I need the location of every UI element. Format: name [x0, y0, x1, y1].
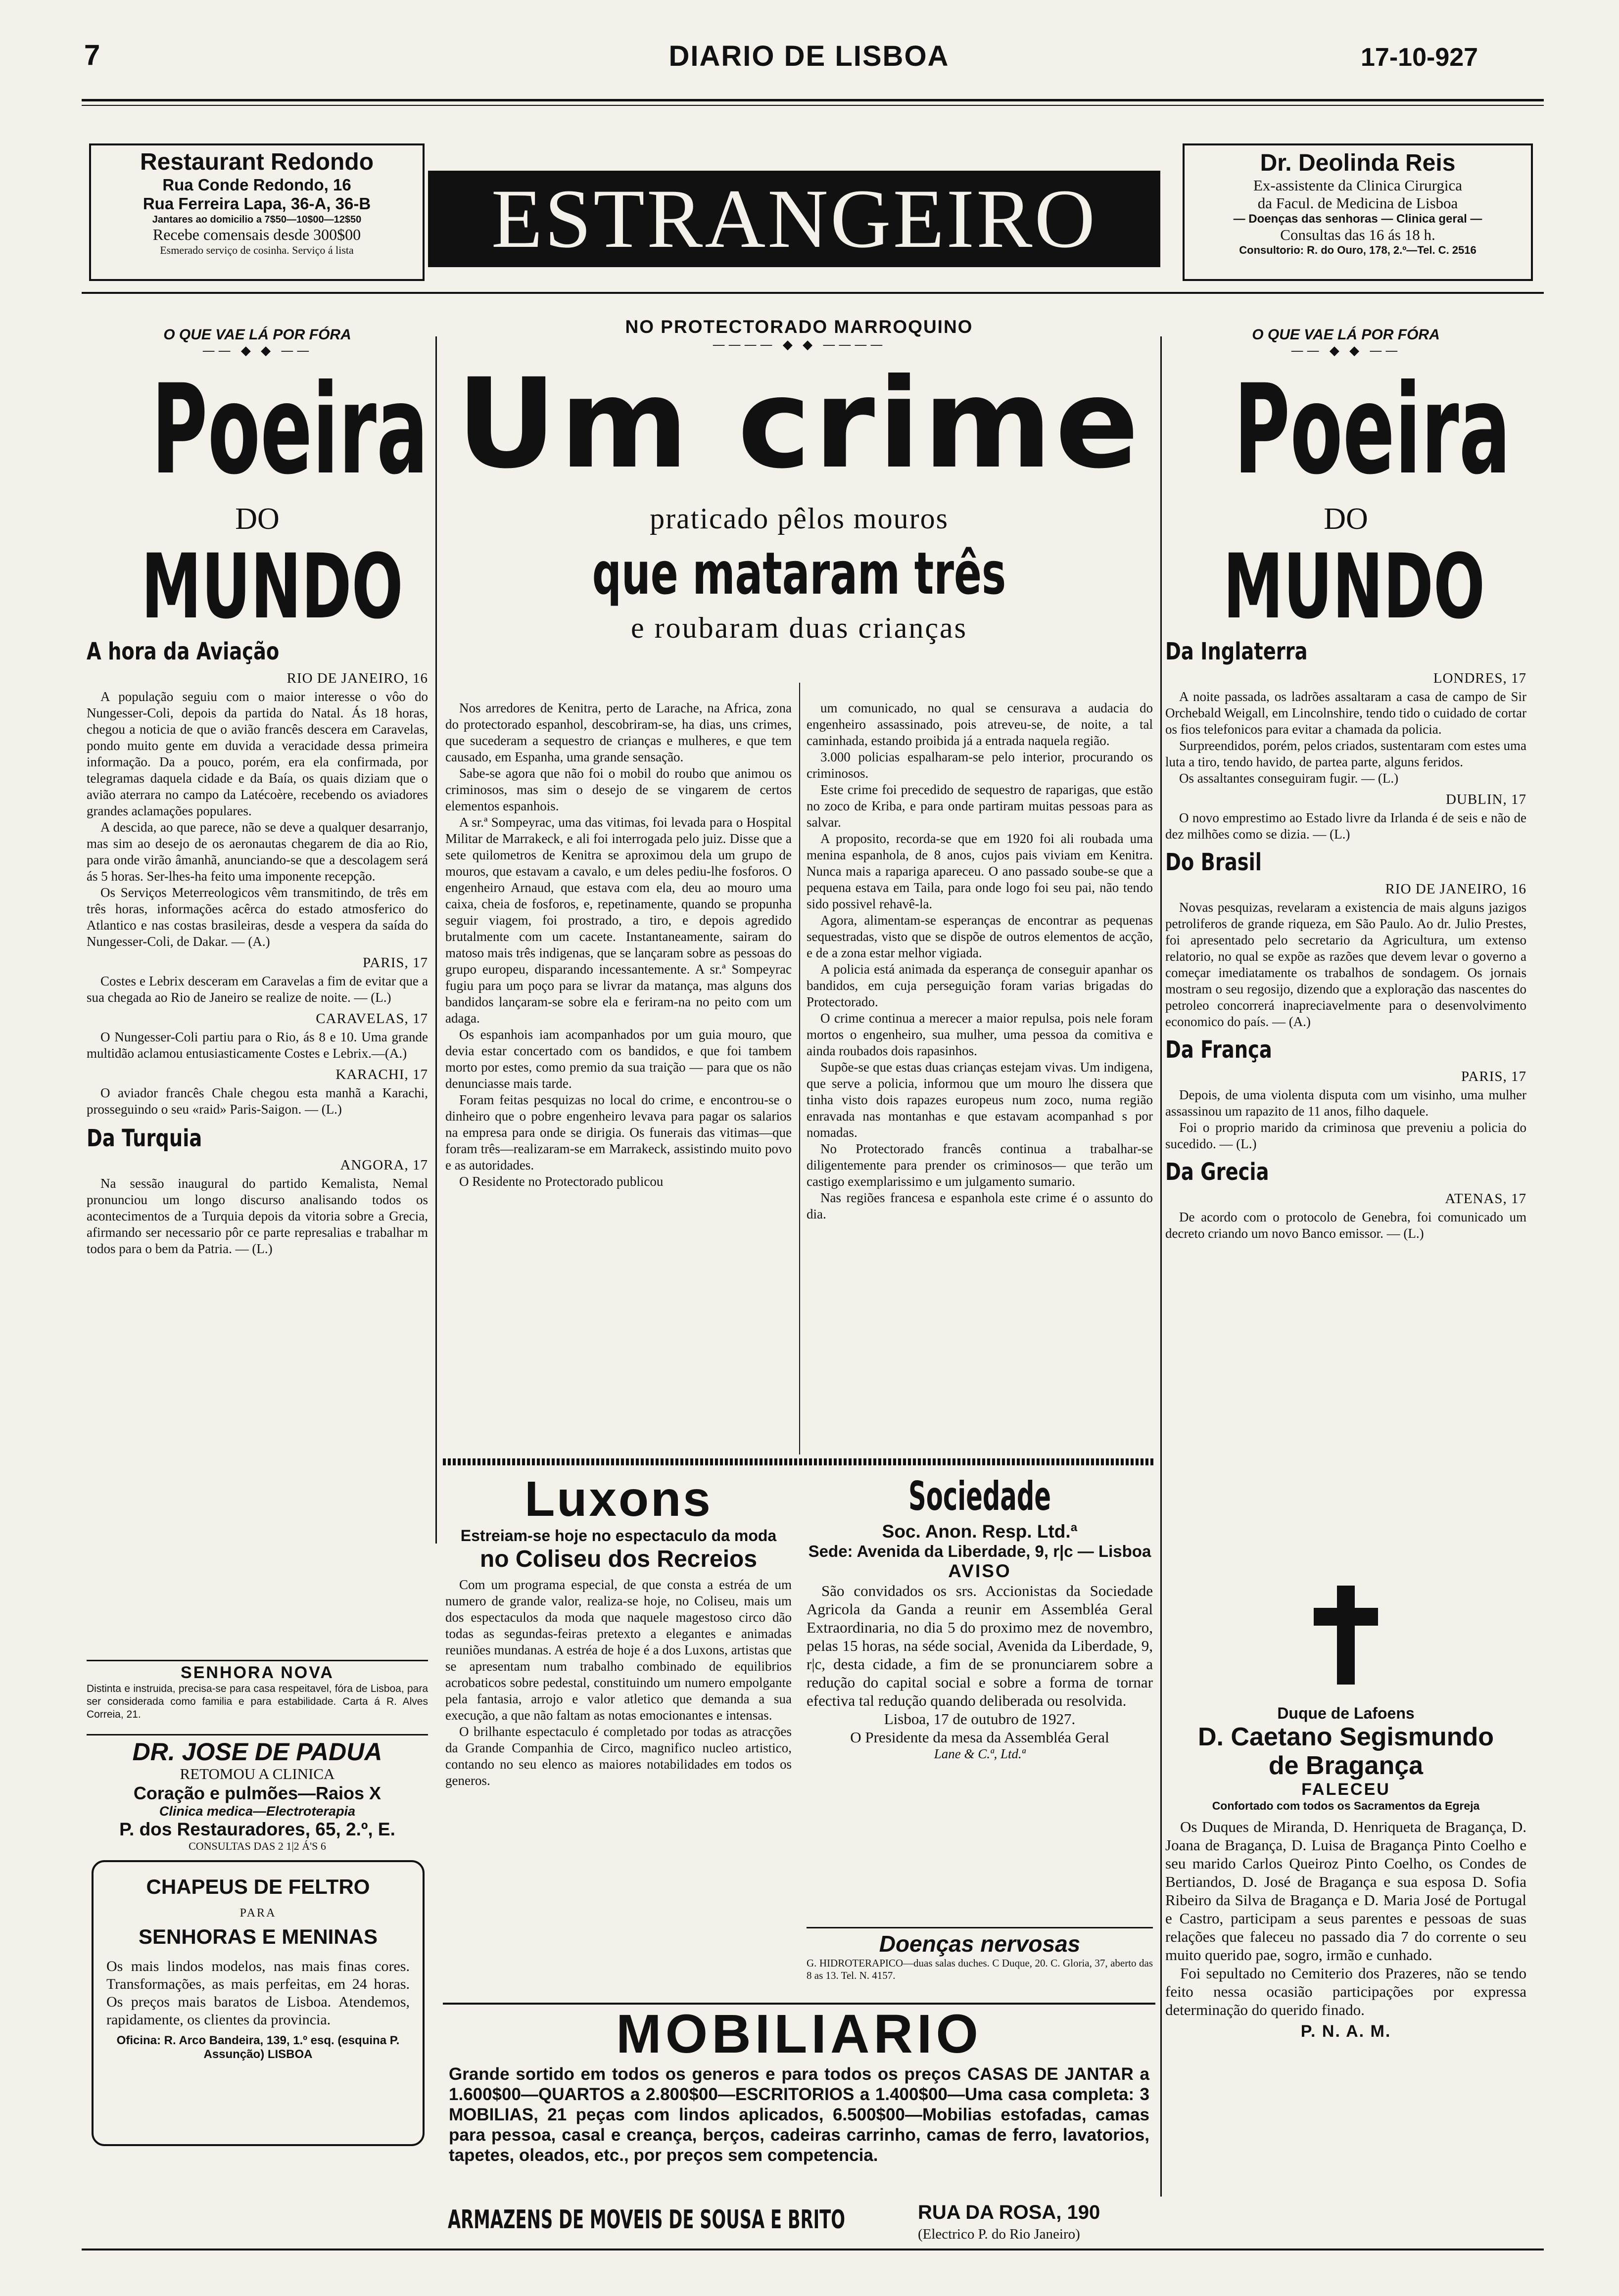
obituary-body-2: Foi sepultado no Cemiterio dos Prazeres, não se tendo feito nessa ocasião participações por expressa determinação do querido finado.	[1165, 1965, 1526, 2018]
left-column	[87, 327, 428, 1257]
right-kicker-ornament: —— ◆ ◆ ——	[1290, 343, 1401, 358]
doctor-line4: Consultas das 16 ás 18 h.	[1280, 226, 1435, 243]
issue-date: 17-10-927	[1361, 43, 1478, 72]
newspaper-name: DIARIO DE LISBOA	[668, 40, 950, 72]
left-s1-head: A hora da Aviação	[87, 638, 280, 665]
chapeus-para: PARA	[239, 1907, 277, 1920]
doencas-text: G. HIDROTERAPICO—duas salas duches. C Duque, 20. C. Gloria, 37, aberto das 8 as 13. Tel. N. 4157.	[807, 1957, 1153, 1981]
padua-name: DR. JOSE DE PADUA	[132, 1738, 382, 1766]
left-s5-head: Da Turquia	[87, 1125, 202, 1152]
restaurant-ad	[89, 143, 425, 281]
senhora-text: Distinta e instruida, precisa-se para casa respeitavel, fóra de Lisboa, para ser considerada como familia e para estabilidade. Carta á R. Alves Correia, 21.	[87, 1683, 428, 1720]
obituary-sacramentos: Confortado com todos os Sacramentos da Egreja	[1212, 1799, 1480, 1812]
left-title-do: DO	[235, 502, 280, 536]
sociedade-signature: Lane & C.ª, Ltd.ª	[934, 1746, 1026, 1761]
obituary-name-2: de Bragança	[1268, 1751, 1424, 1780]
right-s4-head: Da França	[1165, 1036, 1272, 1064]
column-rule-1	[435, 336, 437, 1544]
page-number: 7	[84, 39, 100, 71]
right-s5-dateline: ATENAS, 17	[1445, 1191, 1526, 1207]
right-s3-dateline: RIO DE JANEIRO, 16	[1385, 881, 1526, 897]
doctor-ad	[1183, 143, 1533, 281]
header-rule	[82, 99, 1544, 101]
left-title-poeira: Poeira	[151, 358, 428, 502]
doencas-ad	[807, 1927, 1153, 1982]
right-s1-dateline: LONDRES, 17	[1433, 670, 1526, 686]
mobiliario-ad	[443, 2003, 1155, 2242]
crime-col-2: um comunicado, no qual se censurava a audacia do engenheiro assassinado, pois atreveu-se, de noite, a tal caminhada, estando proibida já a entrada naquela região. 3.000 policias espalharam-se pelo interior, procurando os criminosos. Este crime foi precedido de sequestro de raparigas, que estão no zoco de Kriba, e para onde partiram muitas pessoas para as salvar. A proposito, recorda-se que em 1920 foi ali roubada uma menina espanhola, de 8 anos, cujos pais viviam em Kenitra. Nunca mais a rapariga apareceu. O ano passado soube-se que a pequena estava em Taila, para onde logo foi seu pai, não tendo sido possivel rehavê-la. Agora, alimentam-se esperanças de encontrar as pequenas sequestradas, visto que se dispõe de outros elementos de acção, e de a zona estar melhor vigiada. A policia está animada da esperança de conseguir apanhar os bandidos, em cuja perseguição foram varias brigadas do Protectorado. O crime continua a merecer a maior repulsa, pois nele foram mortos o engenheiro, sua mulher, uma pessoa da comitiva e ainda roubados dois rapasinhos. Supõe-se que estas duas crianças estejam vivas. Um indigena, que serve a policia, informou que um mouro lhe dissera que tinha visto dois rapazes europeus num zoco, numa região enravada nas montanhas e que estavam acompanhad s por nomadas. No Protectorado francês continua a trabalhar-se diligentemente para prender os criminosos— que terão um castigo exemplarissimo e um julgamento sumario. Nas regiões francesa e espanhola este crime é o assunto do dia.	[807, 701, 1153, 1221]
padua-line5: CONSULTAS DAS 2 1|2 Á'S 6	[189, 1840, 326, 1852]
right-s4-body: Depois, de uma violenta disputa com um visinho, uma mulher assassinou um rapazito de 11 anos, filho daquele. Foi o proprio marido da criminosa que preveniu a policia do sucedido. — (L.)	[1165, 1087, 1526, 1151]
sociedade-presidente: O Presidente da mesa da Assembléa Geral	[850, 1729, 1109, 1746]
banner-underline	[82, 292, 1544, 294]
section-banner	[428, 171, 1160, 267]
right-title-do: DO	[1324, 502, 1368, 536]
left-s5-dateline: ANGORA, 17	[340, 1157, 428, 1173]
left-s4-body: O aviador francês Chale chegou esta manhã a Karachi, prosseguindo o seu «raid» Paris-Saigon. — (L.)	[87, 1085, 428, 1117]
sociedade-ad	[807, 1472, 1153, 1762]
right-s1-head: Da Inglaterra	[1165, 638, 1308, 665]
center-title: Um crime	[456, 352, 1142, 496]
mobiliario-address: RUA DA ROSA, 190	[918, 2202, 1100, 2223]
padua-line4: P. dos Restauradores, 65, 2.º, E.	[119, 1819, 395, 1839]
left-kicker-ornament: —— ◆ ◆ ——	[202, 343, 313, 358]
padua-line1: RETOMOU A CLINICA	[180, 1765, 335, 1782]
center-sub1: praticado pêlos mouros	[650, 502, 949, 535]
doctor-line1: Ex-assistente da Clinica Cirurgica	[1253, 177, 1463, 194]
right-s5-head: Da Grecia	[1165, 1158, 1269, 1186]
chapeus-ad	[92, 1860, 425, 2146]
left-s3-body: O Nungesser-Coli partiu para o Rio, ás 8 e 10. Uma grande multidão aclamou entusiasticamente Costes e Lebrix.—(A.)	[87, 1030, 428, 1061]
chapeus-address: Oficina: R. Arco Bandeira, 139, 1.º esq. (esquina P. Assunção) LISBOA	[116, 2034, 400, 2061]
chapeus-title: CHAPEUS DE FELTRO	[146, 1875, 370, 1898]
left-kicker: O QUE VAE LÁ POR FÓRA	[163, 327, 351, 343]
restaurant-name: Restaurant Redondo	[140, 149, 374, 175]
center-column	[443, 317, 1155, 645]
column-rule-mid	[799, 683, 800, 1454]
mobiliario-store: ARMAZENS DE MOVEIS DE SOUSA E BRITO	[448, 2205, 846, 2235]
left-s2-body: Costes e Lebrix desceram em Caravelas a fim de evitar que a sua chegada ao Rio de Janeiro se realize de noite. — (L.)	[87, 974, 428, 1005]
obituary-title: Duque de Lafoens	[1277, 1704, 1415, 1722]
sociedade-body: São convidados os srs. Accionistas da Sociedade Agricola da Ganda a reunir em Assembléa Geral Extraordinaria, no dia 5 do proximo mez de novembro, pelas 15 horas, na séde social, Avenida da Liberdade, 9, r|c, desta cidade, a fim de se pronunciarem sobre a redução do capital social e sobre a forma de tornar efectiva tal redução quando deliberada ou resolvida.	[807, 1582, 1153, 1709]
left-s2-dateline: PARIS, 17	[362, 955, 428, 971]
sociedade-line1: Soc. Anon. Resp. Ltd.ª	[882, 1521, 1078, 1542]
doctor-line2: da Facul. de Medicina de Lisboa	[1257, 194, 1458, 212]
right-s5-body: De acordo com o protocolo de Genebra, foi comunicado um decreto criando um novo Banco emissor. — (L.)	[1165, 1210, 1526, 1241]
restaurant-addr2: Rua Ferreira Lapa, 36-A, 36-B	[143, 194, 371, 213]
sociedade-aviso: AVISO	[948, 1561, 1011, 1581]
restaurant-line3: Jantares ao domicilio a 7$50—10$00—12$50	[152, 214, 362, 225]
chapeus-text: Os mais lindos modelos, nas mais finas cores. Transformações, as mais perfeitas, em 24 horas. Os preços mais baratos de Lisboa. Atendemos, rapidamente, os clientes da provincia.	[106, 1958, 410, 2028]
left-s4-dateline: KARACHI, 17	[335, 1067, 428, 1082]
padua-line3: Clinica medica—Electroterapia	[159, 1804, 356, 1819]
crime-col-1: Nos arredores de Kenitra, perto de Larache, na Africa, zona do protectorado espanhol, descobriram-se, ha dias, uns crimes, que sucederam a sequestro de crianças e mulheres, e que tem causado, em Espanha, uma grande sensação. Sabe-se agora que não foi o mobil do roubo que animou os criminosos, mas sim o desejo de se vingarem de certos elementos espanhois. A sr.ª Sompeyrac, uma das vitimas, foi levada para o Hospital Militar de Marrakeck, e ali foi interrogada pelo juiz. Disse que a sete quilometros de Kenitra se aproximou dela um grupo de mouros, que estavam a cavalo, e um deles pediu-lhe fosforos. O engenheiro Arnaud, que estava com ela, deu ao mouro uma caixa, cheia de fosforos, e, repetinamente, quando se propunha seguir viagem, foi prostrado, a tiro, e depois agredido brutalmente com um cacete. Instantaneamente, sairam do matoso mais três indigenas, que se lançaram sobre as pessoas do grupo europeu, disparando incessantemente. A sr.ª Sompeyrac fugiu para um poço para se livrar da matança, mas alguns dos bandidos lançaram-se sobre ela e feriram-na no peito com um adaga. Os espanhois iam acompanhados por um guia mouro, que devia estar concertado com os bandidos, e que foi tambem morto por estes, como premio da sua traição — para que os não denunciasse mais tarde. Foram feitas pesquizas no local do crime, e encontrou-se o dinheiro que o pobre engenheiro levava para pagar os salarios na empresa para onde se dirigia. Os funerais das vitimas—que foram três—realizaram-se em Marrakeck, assistindo muito povo e as autoridades. O Residente no Protectorado publicou	[445, 701, 792, 1189]
header-rule-2	[82, 105, 1544, 106]
right-s2-body: O novo emprestimo ao Estado livre da Irlanda é de seis e não de dez milhões como se dizia. — (L.)	[1165, 810, 1526, 842]
right-s4-dateline: PARIS, 17	[1461, 1069, 1526, 1084]
obituary	[1165, 1586, 1526, 2041]
section-banner-text: ESTRANGEIRO	[491, 172, 1097, 265]
senhora-title: SENHORA NOVA	[181, 1663, 334, 1682]
right-kicker: O QUE VAE LÁ POR FÓRA	[1252, 327, 1440, 343]
doencas-title: Doenças nervosas	[879, 1931, 1081, 1957]
obituary-faleceu: FALECEU	[1301, 1780, 1390, 1799]
footer-rule	[82, 2249, 1544, 2250]
mobiliario-title: MOBILIARIO	[616, 2004, 982, 2064]
center-sub3: e roubaram duas crianças	[630, 611, 968, 644]
center-kicker: NO PROTECTORADO MARROQUINO	[625, 317, 973, 337]
sociedade-title: Sociedade	[908, 1473, 1051, 1519]
left-title-mundo: MUNDO	[141, 536, 403, 638]
sociedade-date: Lisboa, 17 de outubro de 1927.	[884, 1710, 1076, 1728]
left-s1-dateline: RIO DE JANEIRO, 16	[286, 670, 428, 686]
left-s3-dateline: CARAVELAS, 17	[316, 1011, 428, 1027]
ads-separator	[443, 1458, 1155, 1465]
senhora-ad	[87, 1660, 428, 1721]
right-column	[1165, 327, 1526, 1242]
center-sub2: que mataram três	[592, 539, 1006, 608]
obituary-signature: P. N. A. M.	[1300, 2022, 1391, 2041]
obituary-body: Os Duques de Miranda, D. Henriqueta de Bragança, D. Joana de Bragança, D. Luisa de Bragança Pinto Coelho e seu marido Carlos Queiroz Pinto Coelho, os Condes de Bertiandos, D. José de Bragança e sua esposa D. Sofia Ribeiro da Silva de Bragança e D. Maria José de Portugal e Castro, participam a seus parentes e pessoas de suas relações que faleceu no passado dia 7 do corrente o seu muito querido pae, sogro, irmão e cunhado.	[1165, 1818, 1526, 1964]
right-s1-body: A noite passada, os ladrões assaltaram a casa de campo de Sir Orchebald Weigall, em Lincolnshire, tendo tido o cuidado de cortar os fios telefonicos para evitar a chamada da policia. Surpreendidos, porém, pelos criados, sustentaram com estes uma luta a tiro, tendo havido, de partea parte, alguns feridos. Os assaltantes conseguiram fugir. — (L.)	[1165, 689, 1526, 786]
doctor-line3: — Doenças das senhoras — Clinica geral —	[1233, 212, 1482, 226]
left-s1-body: A população seguiu com o maior interesse o vôo do Nungesser-Coli, depois da partida do Natal. Ás 18 horas, chegou a noticia de que o avião francês descera em Caravelas, pondo muito gente em duvida a veracidade dessa primeira informação. Da a pouco, porém, era ela confirmada, por telegramas daquela cidade e da Baía, os quais diziam que o avião aterrara no campo da Latécoère, recebendo os aviadores grandes aclamações populares. A descida, ao que parece, não se deve a qualquer desarranjo, mas sim ao desejo de os aeronautas chegarem de dia ao Rio, para onde virão âmanhã, anunciando-se que a descolagem será ás 5 horas. Ser-lhes-ha feito uma imponente recepção. Os Serviços Meterreologicos vêm transmitindo, de três em três horas, informações acêrca do estado atmosferico do Atlantico e nas costas brasileiras, desde a vespera da saída do Nungesser-Coli, de Dakar. — (A.)	[87, 689, 428, 949]
obituary-name: D. Caetano Segismundo	[1197, 1723, 1494, 1751]
center-kicker-ornament: ———— ◆ ◆ ————	[712, 337, 886, 352]
restaurant-line4: Recebe comensais desde 300$00	[152, 226, 361, 243]
mobiliario-text: Grande sortido em todos os generos e para todos os preços CASAS DE JANTAR a 1.600$00—QUARTOS a 2.800$00—ESCRITORIOS a 1.400$00—Uma casa completa: 3 MOBILIAS, 21 peças com lindos aplicados, 6.500$00—Mobilias estofadas, camas para pessoa, casal e creança, berços, cadeiras carrinho, camas de ferro, lavatorios, tapetes, oleados, etc., por preços sem competencia.	[449, 2064, 1149, 2165]
padua-ad	[87, 1734, 428, 1853]
restaurant-addr1: Rua Conde Redondo, 16	[162, 176, 351, 194]
right-title-poeira: Poeira	[1234, 358, 1511, 502]
luxons-body: Com um programa especial, de que consta a estréa de um numero de grande valor, realiza-se hoje, no Coliseu, mais um dos espectaculos da moda que naquele magestoso circo dão todas as segundas-feiras pretexto a elegantes e animadas reuniões mundanas. A estréa de hoje é a dos Luxons, artistas que se apresentam num trabalho combinado de equilibrios acrobaticos sobre pedestal, constituindo um numero empolgante pela fantasia, arrojo e valor atletico que demanda a sua execução, a que não faltam as notas emocionantes e intensas. O brilhante espectaculo é completado por todas as atracções da Grande Companhia de Circo, magnifico nucleo artistico, contando no seu elenco as maiores notabilidades em todos os generos.	[445, 1577, 792, 1788]
right-title-mundo: MUNDO	[1223, 536, 1485, 638]
restaurant-line5: Esmerado serviço de cosinha. Serviço á lista	[160, 244, 354, 256]
luxons-ad	[445, 1472, 792, 1789]
right-s2-dateline: DUBLIN, 17	[1445, 792, 1526, 807]
luxons-title: Luxons	[524, 1471, 713, 1527]
padua-line2: Coração e pulmões—Raios X	[133, 1783, 381, 1803]
right-s3-body: Novas pesquizas, revelaram a existencia de mais alguns jazigos petroliferos de grande riqueza, em São Paulo. Ao dr. Julio Prestes, foi apresentado pelo secretario da Agricultura, um extenso relatorio, no qual se expõe as razões que devem levar o governo a começar imediatamente os trabalhos de sondagem. Os jornais mostram o seu regosijo, dizendo que a exploração das nascentes do petroleo concorrerá inapreciavelmente para o desenvolvimento economico do país. — (A.)	[1165, 900, 1526, 1029]
cross-icon	[1314, 1586, 1378, 1685]
luxons-line1: Estreiam-se hoje no espectaculo da moda	[460, 1527, 777, 1545]
sociedade-line2: Sede: Avenida da Liberdade, 9, r|c — Lisboa	[808, 1542, 1151, 1560]
column-rule-2	[1160, 336, 1162, 2197]
chapeus-subtitle: SENHORAS E MENINAS	[138, 1925, 378, 1948]
left-s5-body: Na sessão inaugural do partido Kemalista, Nemal pronunciou um longo discurso analisando todos os acontecimentos de a Turquia depois da vitoria sobre a Grecia, afirmando ser necessario pôr ce parte represalias e trabalhar m todos para o bem da Patria. — (L.)	[87, 1176, 428, 1256]
mobiliario-address-2: (Electrico P. do Rio Janeiro)	[918, 2226, 1080, 2242]
right-s3-head: Do Brasil	[1165, 848, 1262, 876]
doctor-name: Dr. Deolinda Reis	[1260, 150, 1456, 176]
luxons-line2: no Coliseu dos Recreios	[479, 1546, 758, 1572]
doctor-line5: Consultorio: R. do Ouro, 178, 2.º—Tel. C. 2516	[1239, 244, 1476, 256]
